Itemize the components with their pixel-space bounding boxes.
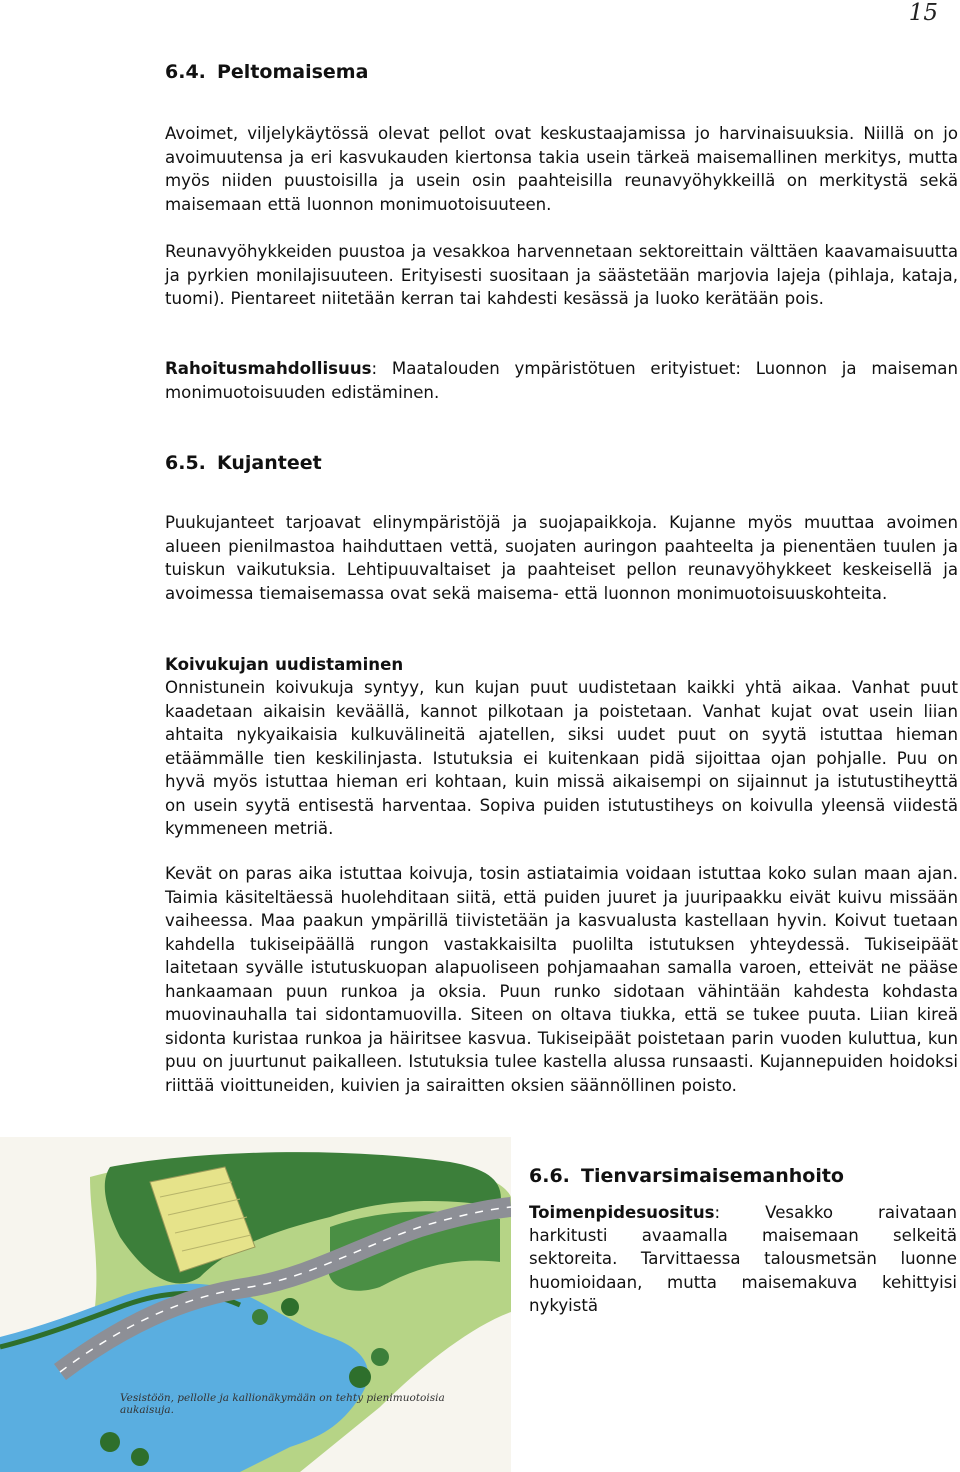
section-6-6 (529, 1165, 960, 1317)
paragraph: Puukujanteet tarjoavat elinympäristöjä ja suojapaikkoja. Kujanne myös muuttaa avoimen alueen pienilmastoa haihduttaen vettä, suojaten auringon paahteelta ja pienentäen tuulen ja tuiskun vaikutuksia. Lehtipuuvaltaiset ja paahteiset pellon reunavyöhykkeet keskeisellä ja avoimessa tiemaisemassa ovat sekä maisema- että luonnon monimuotoisuuskohteita. (165, 513, 958, 603)
funding-text: : Maatalouden ympäristötuen erityistuet: Luonnon ja maiseman monimuotoisuuden edistäminen. (165, 359, 958, 402)
paragraph: Onnistunein koivukuja syntyy, kun kujan puut uudistetaan kaikki yhtä aikaa. Vanhat puut kaadetaan aikaisin keväällä, kannot pilkotaan ja poistetaan. Vanhat kujat ovat usein liian ahtaita nykyaikaisia kulkuvälineitä ajatellen, siksi uudet puut on syytä istuttaa hieman etäämmälle tien keskilinjasta. Istutuksia ei kuitenkaan pidä sijoittaa ojan pohjalle. Puu on hyvä myös istuttaa hieman eri kohtaan, kuin missä aikaisempi on sijainnut ja istutustiheyttä on usein syytä entisestä harventaa. Sopiva puiden istutustiheys on koivulla yleensä viidestä kymmeneen metriä. (165, 678, 958, 838)
subheading: Koivukujan uudistaminen (165, 655, 404, 674)
funding-paragraph (165, 357, 958, 404)
figure-caption: Vesistöön, pellolle ja kallionäkymään on tehty pienimuotoisia aukaisuja. (120, 1392, 445, 1416)
recommendation-label: Toimenpidesuositus (529, 1203, 715, 1222)
section-number: 6.5. (165, 452, 206, 474)
section-6-5-heading (165, 452, 322, 474)
section-title: Kujanteet (217, 452, 322, 474)
section-title: Peltomaisema (217, 61, 369, 83)
section-6-6-heading (529, 1165, 960, 1187)
paragraph: Reunavyöhykkeiden puustoa ja vesakkoa harvennetaan sektoreittain välttäen kaavamaisuutta ja pyrkien monilajisuuteen. Erityisesti suositaan ja säästetään marjovia lajeja (pihlaja, kataja, tuomi). Pientareet niitetään kerran tai kahdesti kesässä ja luoko kerätään pois. (165, 242, 958, 308)
section-number: 6.4. (165, 61, 206, 83)
recommendation-text: : Vesakko raivataan harkitusti avaamalla maisemaan selkeitä sektoreita. Tarvittaessa talousmetsän luonne huomioidaan, mutta maisemakuva kehittyisi nykyistä (529, 1203, 957, 1315)
funding-label: Rahoitusmahdollisuus (165, 359, 372, 378)
landscape-illustration (0, 1137, 511, 1472)
section-6-4-heading (165, 61, 368, 83)
page-number: 15 (908, 0, 938, 26)
section-number: 6.6. (529, 1165, 570, 1187)
section-title: Tienvarsimaisemanhoito (581, 1165, 844, 1187)
paragraph: Avoimet, viljelykäytössä olevat pellot ovat keskustaajamissa jo harvinaisuuksia. Niillä on jo avoimuutensa ja eri kasvukauden kiertonsa takia usein tärkeä maisemallinen merkitys, mutta myös niiden puustoisilla ja usein osin paahteisilla reunavyöhykkeillä on merkitystä sekä maisemaan että luonnon monimuotoisuuteen. (165, 124, 958, 214)
landscape-drawing (0, 1137, 511, 1472)
paragraph: Kevät on paras aika istuttaa koivuja, tosin astiataimia voidaan istuttaa koko sulan maan ajan. Taimia käsiteltäessä huolehditaan siitä, että puiden juuret ja juuripaakku eivät kuivu missään vaiheessa. Maa paakun ympärillä tiivistetään ja kasvualusta kastellaan hyvin. Koivut tuetaan kahdella tukiseipäällä rungon vastakkaisilta puolilta istutuksen yhteydessä. Tukiseipäät laitetaan syvälle istutuskuopan alapuoliseen pohjamaahan samalla varoen, etteivät ne pääse hankaamaan puun runkoa ja oksia. Puun runko sidotaan vähintään kahdesta kohdasta muovinauhalla tai sidontamuovilla. Siteen on oltava tiukka, että se tukee puuta. Liian kireä sidonta kuristaa runkoa ja häiritsee kasvua. Tukiseipäät poistetaan parin vuoden kuluttua, kun puu on juurtunut paikalleen. Istutuksia tulee kastella alussa runsaasti. Kujannepuiden hoidoksi riittää vioittuneiden, kuivien ja sairaitten oksien säännöllinen poisto. (165, 864, 958, 1095)
recommendation-paragraph (529, 1201, 957, 1317)
